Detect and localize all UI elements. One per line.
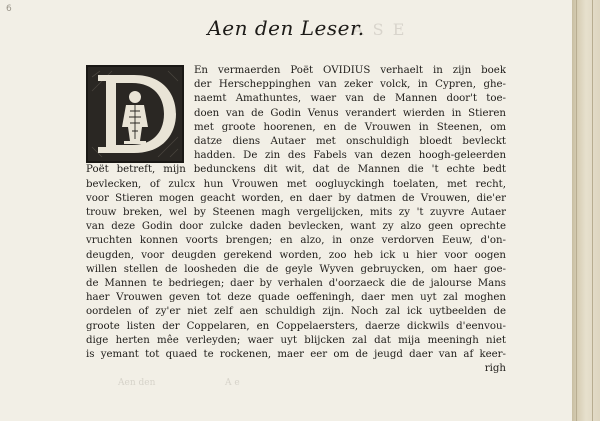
text-line: voor Stieren mogen geacht worden, en daer by datmen de Vrouwen, die'er [86,192,506,204]
text-line: de Mannen te bedriegen; daer by verhalen d'oorzaeck die de jalourse Mans [86,278,506,289]
decorated-initial-d-icon [86,65,184,163]
text-line: trouw breken, wel by Steenen magh vergelijcken, mits zy 't zuyvre Autaer [86,207,506,218]
text-line: der Herscheppinghen van zeker volck, in Cypren, ghe- [194,79,506,91]
page-number: 6 [6,4,12,14]
text-line: datze diens Autaer met onschuldigh bloedt bevleckt [194,136,506,147]
text-line: van deze Godin door zulcke daden bevlecken, want zy alzo geen oprechte [86,221,506,233]
text-line: oordelen of zy'er niet zelf aen schuldigh zijn. Noch zal ick uytbeelden de [86,306,506,318]
page-title: Aen den Leser. [207,16,365,40]
text-line: vruchten konnen voorts brengen; en alzo, in onze verdorven Eeuw, d'on- [86,235,506,247]
text-line: hadden. De zin des Fabels van dezen hoogh-geleerden [194,150,506,162]
text-line: groote listen der Coppelaren, en Coppelaersters, daerze dickwils d'eenvou- [86,320,506,332]
text-line: dige herten mêe verleyden; waer uyt blijcken zal dat mija meeningh niet [86,334,506,346]
text-line: En vermaerden Poët OVIDIUS verhaelt in zijn boek [194,65,506,76]
text-line: deugden, voor deugden gerekend worden, zoo heb ick u hier voor oogen [86,249,506,261]
text-line: Poët betreft, mijn bedunckens dit wit, dat de Mannen die 't echte bedt [86,164,506,176]
text-line: haer Vrouwen geven tot deze quade oeffeningh, daer men uyt zal moghen [86,292,506,304]
text-line: doen van de Godin Venus verandert wierden in Stieren [194,107,506,119]
show-through-mark-left: Aen den [118,378,156,388]
text-line: is yemant tot quaed te rockenen, maer eer om de jeugd daer van af keer- [86,349,506,360]
text-line: naemt Amathuntes, waer van de Mannen door't toe- [194,93,506,105]
text-line: bevlecken, of zulcx hun Vrouwen met oogluyckingh toelaten, met recht, [86,178,506,190]
show-through-mark-right: A e [225,378,240,388]
text-line: willen stellen de loosheden die de geyle Wyven gebruycken, om haer goe- [86,263,506,275]
text-line: met groote hoorenen, en de Vrouwen in Steenen, om [194,121,506,133]
book-spine [572,0,600,421]
show-through-title: A S E [352,20,407,39]
text-line: righ [484,363,506,375]
